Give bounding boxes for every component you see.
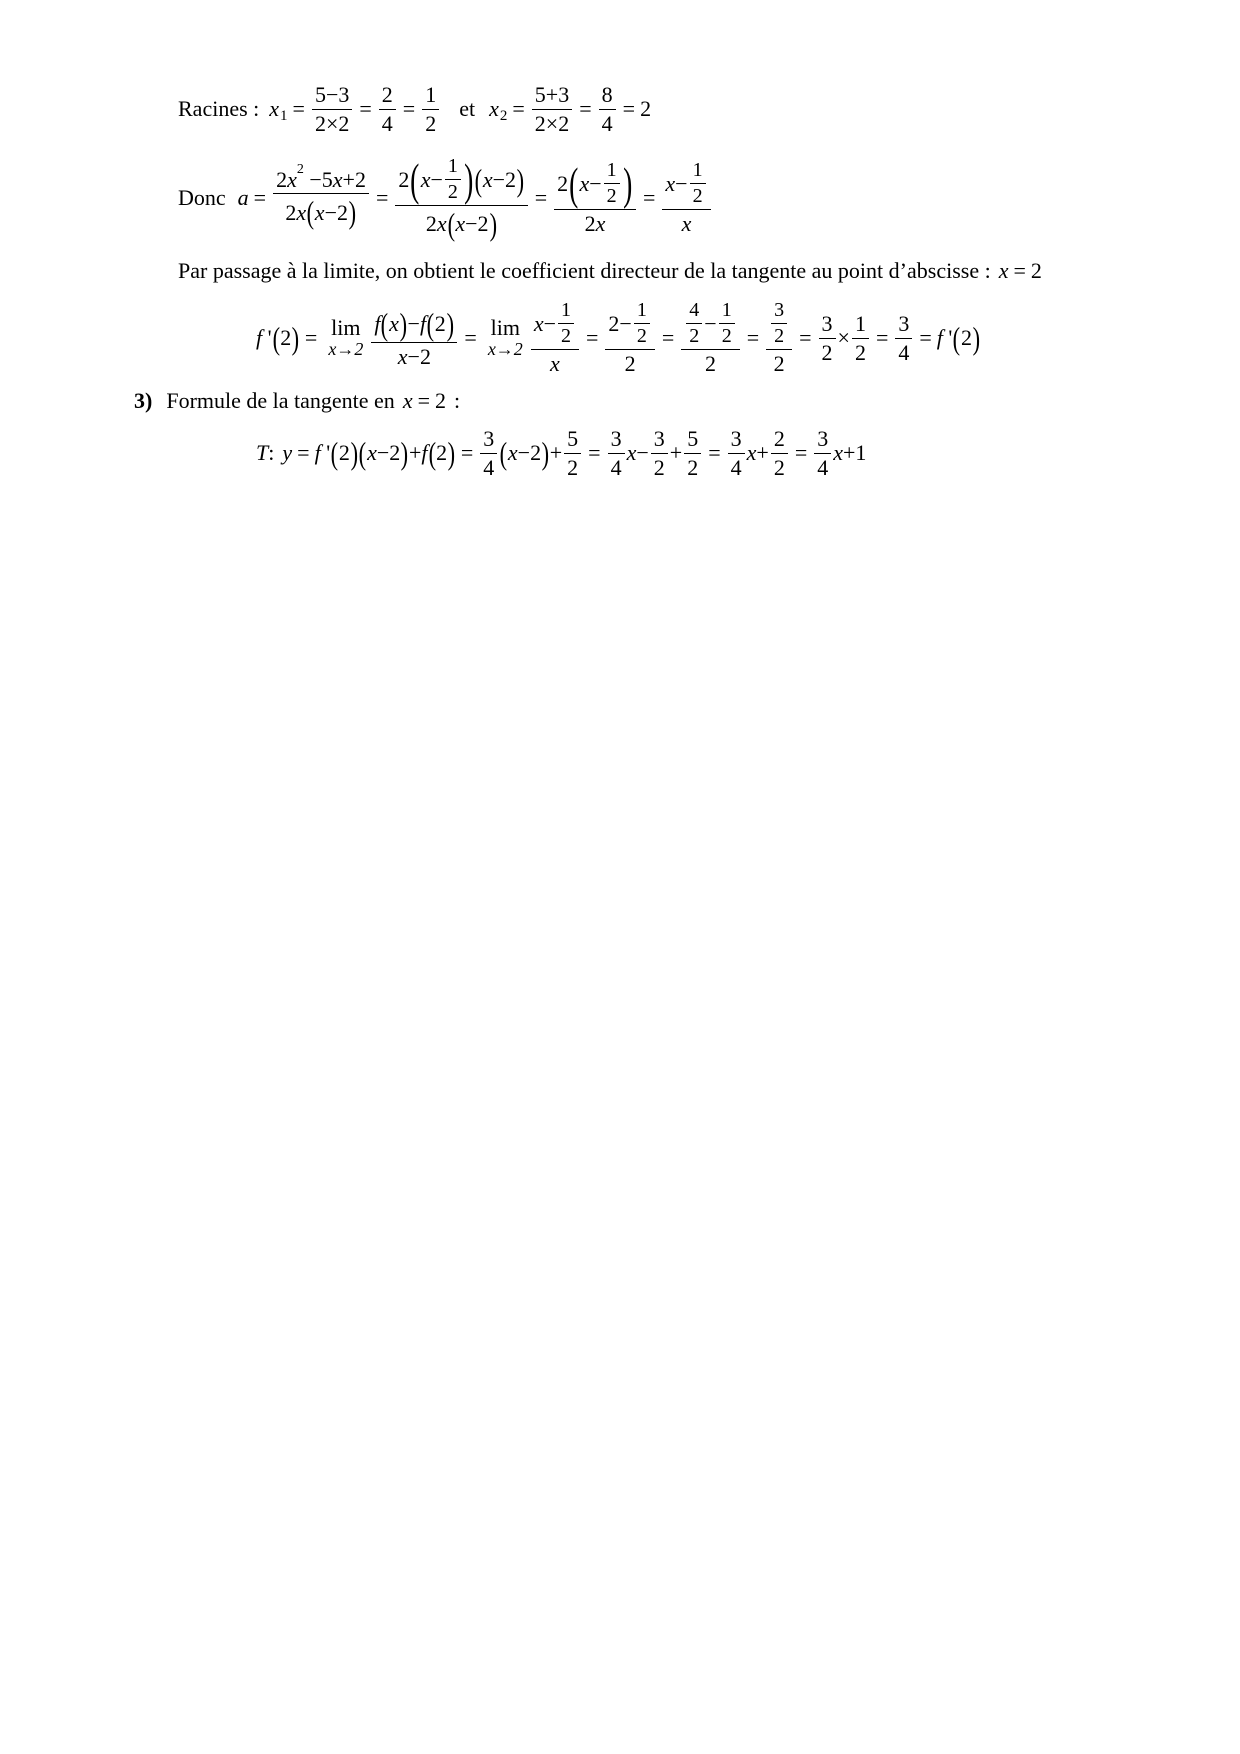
roots-line: Racines : x 1 = $\frac{5-3}{2\times 2}$ = $\frac{2}{4}$ = $\frac{1}{2}$ et x 2 = $\frac{5+3}{2\times 2}$ = $\frac{8}{4}$ = 2 — [178, 82, 652, 136]
donc-line: Donc a = 2 x 2 −5 x +2 2 x ( x −2 ) = 2 ( x − 1 2 ) ( x −2 ) 2 x ( x −2 ) = 2 ( x − 1 2 ) 2 x = x − 1 2 x — [178, 150, 713, 246]
lim-label: lim — [331, 315, 361, 340]
tangent-line: T : y = f ' ( 2 ) ( x −2 ) + f ( 2 ) = $\frac{3}{4}$ ( x −2 ) + $\frac{5}{2}$ = $\frac{3}{4}$ x − 3 2 + $\frac{5}{2}$ = $\frac{3}{4}$ x + $\frac{2}{2}$ = $\frac{3}{4}$ x +1 — [256, 426, 867, 480]
lim-sub: x→2 — [328, 339, 364, 360]
passage-line: Par passage à la limite, on obtient le coefficient directeur de la tangente au point d’abscisse : x = 2 — [178, 258, 1042, 283]
passage-text: Par passage à la limite, on obtient le coefficient directeur de la tangente au point d’abscisse : — [178, 258, 991, 283]
donc-label: Donc — [178, 185, 226, 210]
fraction: $\frac{5-3}{2\times 2}$ — [312, 83, 352, 134]
et-label: et — [459, 96, 476, 121]
section3-text: Formule de la tangente en — [166, 388, 395, 413]
lim-label: lim — [490, 315, 520, 340]
lim-sub: x→2 — [487, 339, 523, 360]
roots-label: Racines : — [178, 96, 260, 121]
derivative-line: f ' ( 2 ) = lim x→2 f ( x ) − f ( 2 ) x −2 = lim x→2 x − 1 2 x = 2− 1 2 2 = 4 2 − 1 2 2 = 3 2 2 = $\frac{3}{2}$ × $\frac{1}{2}$ = $\frac{3}{4}$ = f ' ( 2 ) — [256, 299, 981, 377]
section3-number: 3) — [134, 388, 153, 413]
section3-line: 3) Formule de la tangente en x = 2 : — [134, 388, 461, 413]
tangent-label: T — [256, 440, 269, 465]
